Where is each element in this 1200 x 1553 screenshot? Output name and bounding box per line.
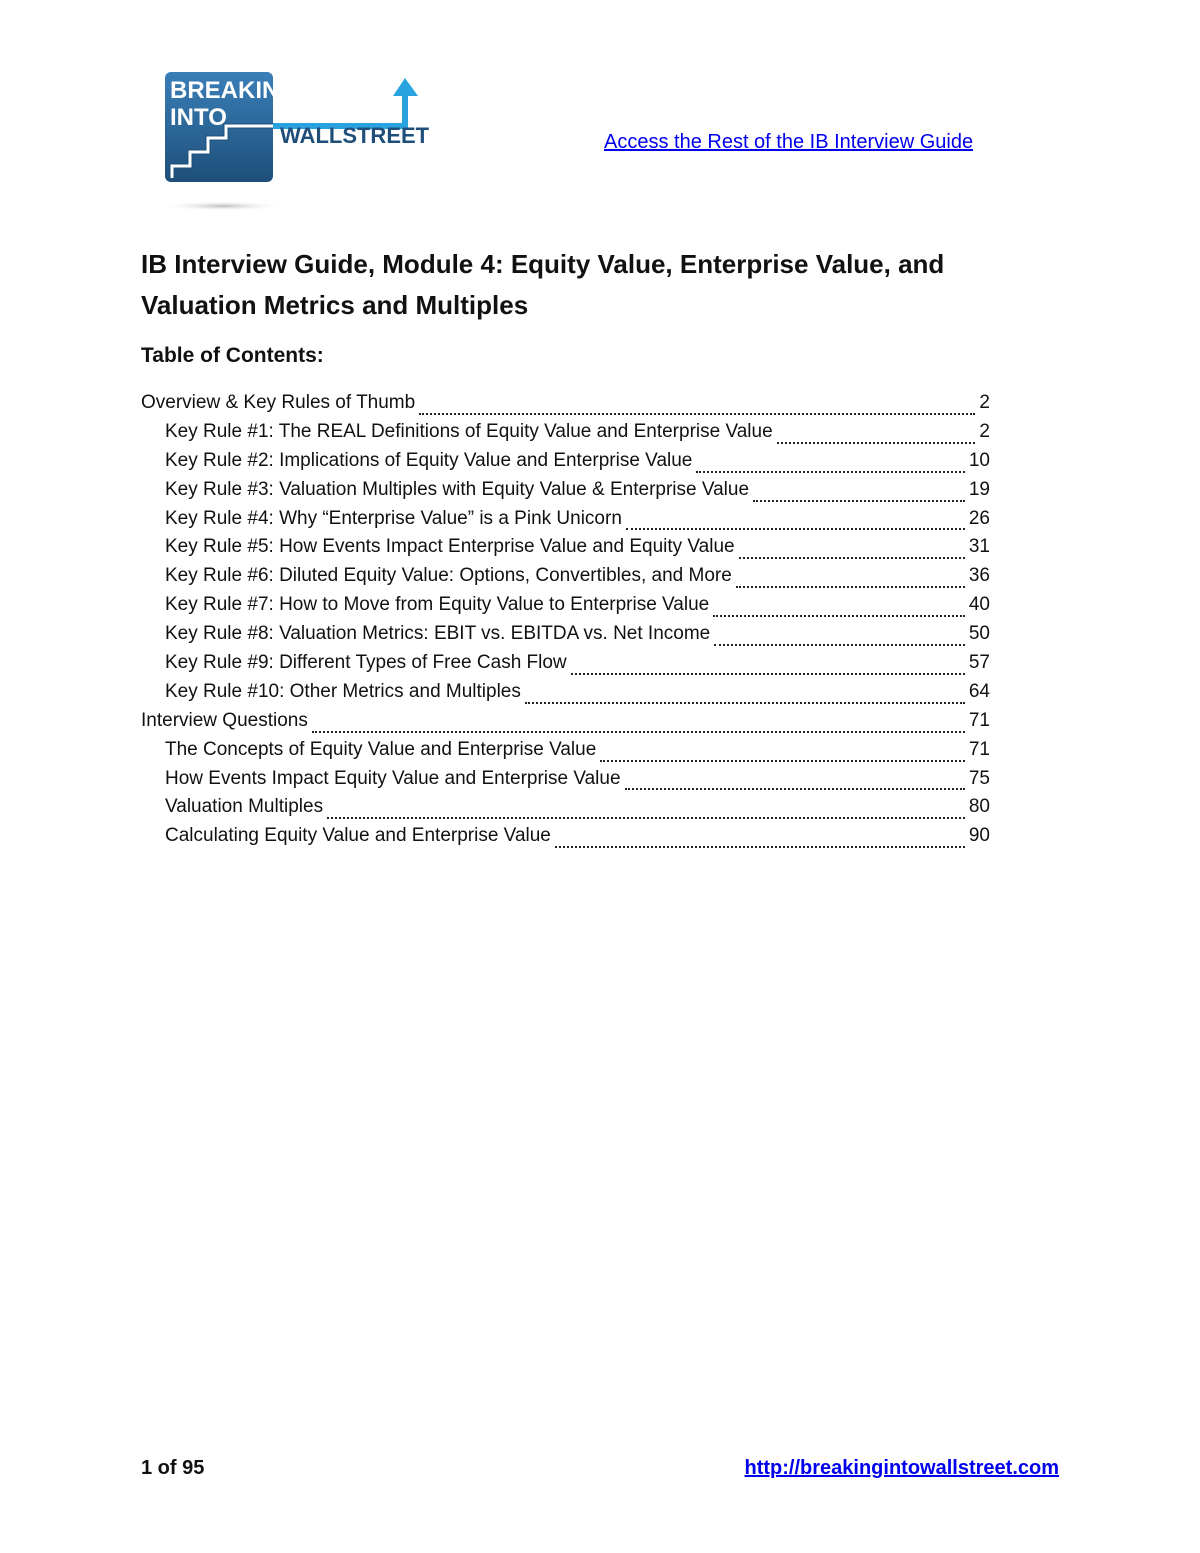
toc-entry-label: Key Rule #7: How to Move from Equity Value to Enterprise Value (165, 594, 710, 616)
toc-entry[interactable] (141, 739, 990, 768)
toc-entry[interactable] (141, 681, 990, 710)
toc-dot-leader (713, 614, 965, 617)
toc-dot-leader (777, 441, 976, 444)
logo-text-line3: WALLSTREET (280, 123, 430, 148)
document-title: IB Interview Guide, Module 4: Equity Value, Enterprise Value, and Valuation Metrics and Multiples (141, 249, 945, 320)
toc-entry-label: Key Rule #4: Why “Enterprise Value” is a Pink Unicorn (165, 507, 622, 529)
toc-entry-page: 19 (968, 478, 990, 500)
toc-heading: Table of Contents: (141, 344, 324, 367)
toc-entry[interactable] (141, 623, 990, 652)
toc-entry[interactable] (141, 536, 990, 565)
toc-dot-leader (600, 759, 965, 762)
toc-entry[interactable] (141, 825, 990, 854)
page-indicator: 1 of 95 (141, 1457, 205, 1479)
toc-dot-leader (525, 701, 965, 704)
toc-dot-leader (736, 585, 965, 588)
ib-guide-link[interactable]: Access the Rest of the IB Interview Guide (604, 131, 974, 153)
toc-dot-leader (696, 470, 964, 473)
toc-entry-label: Key Rule #5: How Events Impact Enterprise Value and Equity Value (165, 536, 735, 558)
toc-dot-leader (714, 643, 965, 646)
toc-dot-leader (626, 527, 965, 530)
toc-entry-page: 26 (968, 507, 990, 529)
toc-dot-leader (312, 730, 965, 733)
toc-entry[interactable] (141, 652, 990, 681)
toc-entry-page: 50 (968, 623, 990, 645)
toc-entry[interactable] (141, 392, 990, 421)
toc-entry[interactable] (141, 594, 990, 623)
toc-entry-page: 80 (968, 796, 990, 818)
toc-entry[interactable] (141, 565, 990, 594)
footer-website-link[interactable]: http://breakingintowallstreet.com (744, 1457, 1059, 1479)
toc-entry-label: Key Rule #3: Valuation Multiples with Equity Value & Enterprise Value (165, 478, 750, 500)
toc-entry-page: 2 (979, 420, 990, 442)
toc-entry[interactable] (141, 796, 990, 825)
toc-entry-label: Valuation Multiples (165, 796, 324, 818)
toc-entry-label: Interview Questions (141, 709, 308, 731)
toc-entry-page: 10 (968, 449, 990, 471)
toc-entry-label: Calculating Equity Value and Enterprise Value (165, 825, 551, 847)
toc-entry-page: 75 (968, 767, 990, 789)
toc-entry[interactable] (141, 421, 990, 450)
toc-entry-label: Key Rule #2: Implications of Equity Value and Enterprise Value (165, 449, 693, 471)
toc-entry-label: Key Rule #8: Valuation Metrics: EBIT vs. EBITDA vs. Net Income (165, 623, 711, 645)
toc-dot-leader (571, 672, 965, 675)
toc-entry-label: How Events Impact Equity Value and Enterprise Value (165, 767, 621, 789)
toc-entry[interactable] (141, 508, 990, 537)
toc-entry-page: 71 (968, 709, 990, 731)
toc-dot-leader (625, 787, 965, 790)
toc-dot-leader (327, 816, 965, 819)
toc-entry-page: 36 (968, 565, 990, 587)
logo-text-line2: INTO (170, 104, 227, 131)
toc-entry-label: The Concepts of Equity Value and Enterprise Value (165, 738, 597, 760)
toc-entry-page: 2 (979, 392, 990, 413)
table-of-contents (141, 392, 990, 854)
toc-entry-label: Overview & Key Rules of Thumb (141, 392, 416, 413)
toc-entry-page: 57 (968, 652, 990, 674)
toc-entry-page: 31 (968, 536, 990, 558)
toc-dot-leader (739, 556, 965, 559)
toc-entry-label: Key Rule #1: The REAL Definitions of Equity Value and Enterprise Value (165, 420, 773, 442)
toc-entry-page: 64 (968, 680, 990, 702)
toc-entry-page: 90 (968, 825, 990, 847)
logo-text-line1: BREAKING (170, 77, 299, 104)
toc-dot-leader (753, 499, 965, 502)
toc-dot-leader (555, 845, 965, 848)
breaking-into-wallstreet-logo (160, 70, 430, 220)
toc-entry-label: Key Rule #9: Different Types of Free Cash Flow (165, 652, 567, 674)
toc-entry[interactable] (141, 710, 990, 739)
toc-entry-label: Key Rule #6: Diluted Equity Value: Options, Convertibles, and More (165, 565, 732, 587)
toc-entry[interactable] (141, 768, 990, 797)
toc-entry-label: Key Rule #10: Other Metrics and Multiples (165, 680, 521, 702)
toc-entry[interactable] (141, 450, 990, 479)
toc-entry[interactable] (141, 479, 990, 508)
toc-entry-page: 71 (968, 738, 990, 760)
toc-entry-page: 40 (968, 594, 990, 616)
toc-dot-leader (419, 412, 975, 415)
